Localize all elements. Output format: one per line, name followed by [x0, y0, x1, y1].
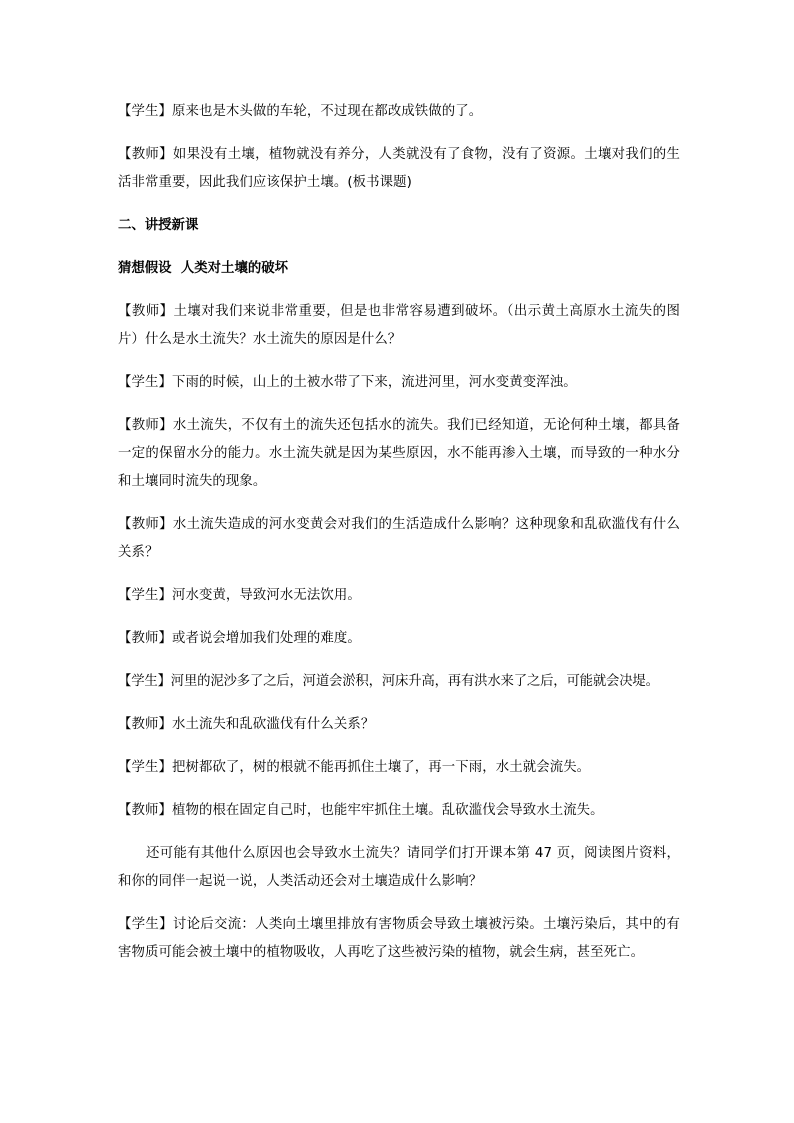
paragraph-text: 如果没有土壤，植物就没有养分，人类就没有了食物，没有了资源。土壤对我们的生活非常重要，因此我们应该保护土壤。(板书课题)	[118, 147, 680, 190]
speaker-tag: 【教师】	[118, 147, 173, 162]
dialogue-text: 把树都砍了，树的根就不能再抓住土壤了，再一下雨，水土就会流失。	[171, 760, 591, 775]
final-paragraph	[118, 911, 680, 967]
sub-heading: 猜想假设 人类对土壤的破坏	[118, 261, 289, 276]
dialogue-text: 水土流失，不仅有土的流失还包括水的流失。我们已经知道，无论何种土壤，都具备一定的保留水分的能力。水土流失就是因为某些原因，水不能再渗入土壤，而导致的一种水分和土壤同时流失的现象。	[118, 418, 680, 489]
speaker-tag: 【学生】	[118, 375, 172, 390]
indented-paragraph: 还可能有其他什么原因也会导致水土流失？请同学们打开课本第 47 页，阅读图片资料，和你的同伴一起说一说，人类活动还会对土壤造成什么影响？	[118, 846, 680, 889]
speaker-tag: 【教师】	[118, 517, 173, 532]
speaker-tag: 【教师】	[118, 631, 172, 646]
section-heading: 二、讲授新课	[118, 218, 199, 233]
speaker-tag: 【学生】	[118, 104, 172, 119]
speaker-tag: 【教师】	[118, 717, 172, 732]
dialogue-item	[118, 797, 680, 825]
dialogue-item	[118, 369, 680, 397]
dialogue-text: 水土流失和乱砍滥伐有什么关系？	[171, 717, 375, 732]
dialogue-text: 水土流失造成的河水变黄会对我们的生活造成什么影响？这种现象和乱砍滥伐有什么关系？	[118, 517, 680, 560]
paragraph-student-1	[118, 98, 680, 126]
paragraph-text: 原来也是木头做的车轮，不过现在都改成铁做的了。	[171, 104, 483, 119]
dialogue-text: 河里的泥沙多了之后，河道会淤积，河床升高，再有洪水来了之后，可能就会决堤。	[170, 674, 659, 689]
dialogue-item	[118, 298, 680, 354]
speaker-tag: 【教师】	[118, 418, 173, 433]
speaker-tag: 【学生】	[118, 588, 172, 603]
dialogue-text: 或者说会增加我们处理的难度。	[171, 631, 361, 646]
paragraph-teacher-1	[118, 141, 680, 197]
final-text: 讨论后交流：人类向土壤里排放有害物质会导致土壤被污染。土壤污染后，其中的有害物质可能会被土壤中的植物吸收，人再吃了这些被污染的植物，就会生病，甚至死亡。	[118, 917, 680, 960]
dialogue-text: 下雨的时候，山上的土被水带了下来，流进河里，河水变黄变浑浊。	[171, 375, 577, 390]
speaker-tag: 【学生】	[118, 760, 172, 775]
document-page	[118, 98, 680, 982]
speaker-tag: 【教师】	[118, 803, 172, 818]
dialogue-item	[118, 582, 680, 610]
dialogue-text: 河水变黄，导致河水无法饮用。	[171, 588, 361, 603]
dialogue-item	[118, 625, 680, 653]
speaker-tag: 【学生】	[118, 917, 173, 932]
dialogue-item	[118, 412, 680, 496]
dialogue-item	[118, 754, 680, 782]
dialogue-text: 植物的根在固定自己时，也能牢牢抓住土壤。乱砍滥伐会导致水土流失。	[171, 803, 604, 818]
dialogue-item	[118, 711, 680, 739]
speaker-tag: 【教师】	[118, 304, 174, 319]
dialogue-item	[118, 511, 680, 567]
dialogue-item	[118, 668, 680, 696]
speaker-tag: 【学生】	[118, 674, 171, 689]
dialogue-text: 土壤对我们来说非常重要，但是也非常容易遭到破坏。（出示黄土高原水土流失的图片）什么是水土流失？水土流失的原因是什么？	[118, 304, 681, 347]
